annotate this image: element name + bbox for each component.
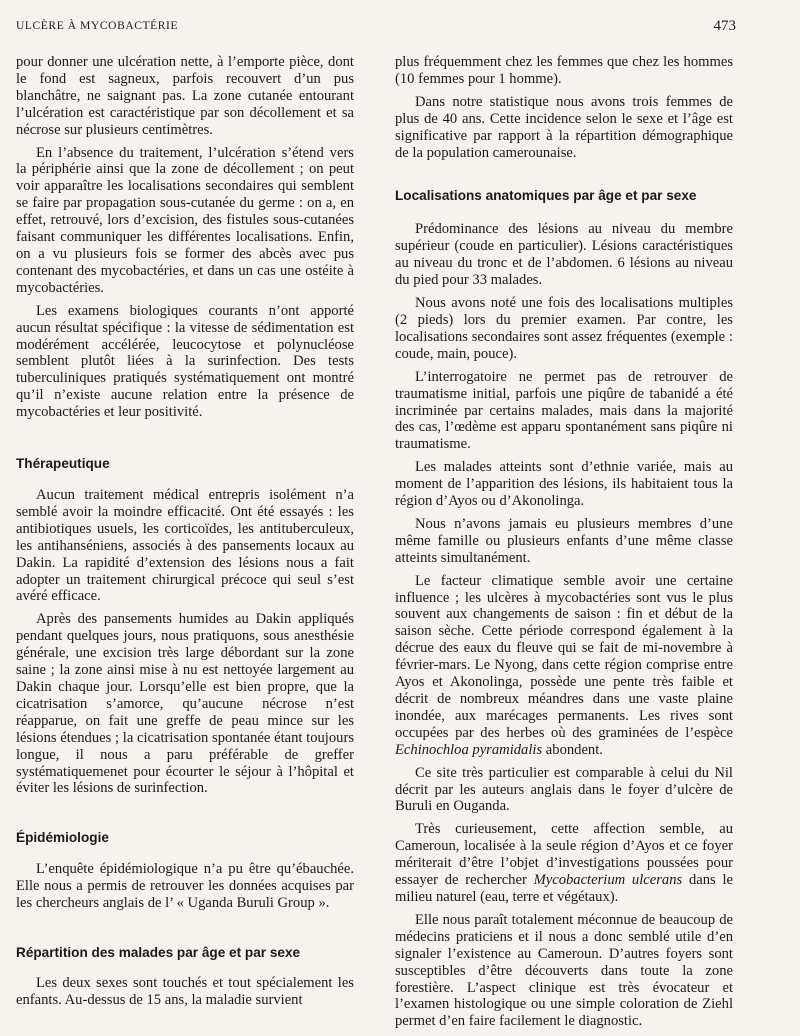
section-heading-repartition: Répartition des malades par âge et par sexe: [16, 945, 301, 961]
paragraph: Ce site très particulier est comparable à celui du Nil décrit par les auteurs anglais dans le foyer d’ulcère de Buruli en Ouganda.: [395, 764, 733, 815]
paragraph: Elle nous paraît totalement méconnue de beaucoup de médecins praticiens et il nous a donc semblé utile d’en signaler l’existence au Cameroun. D’autres foyers sont susceptibles d’être découverts dans toute la zone forestière. L’aspect clinique est très évocateur et l’examen histologique ou une simple coloration de Ziehl permet d’en faire facilement le diagnostic.: [395, 911, 733, 1030]
text-run: Le facteur climatique semble avoir une certaine influence ; les ulcères à mycobactéries sont vus le plus souvent aux changements de saison : fin et début de la saison sèche. Cette période correspond également à la décrue des eaux du fleuve qui se fait de mi-novembre à février-mars. Le Nyong, dans cette région comprise entre Ayos et Akonolinga, possède une pente très faible et décrit de nombreux méandres dans une vaste plaine inondée, aux marécages permanents. Les rives sont occupées par des herbes où des graminées de l’espèce: [395, 572, 733, 741]
paragraph: Aucun traitement médical entrepris isolément n’a semblé avoir la moindre efficacité. Ont été essayés : les antibiotiques usuels, les corticoïdes, les antituberculeux, les antihanséniens, associés à des pansements locaux au Dakin. La rapidité d’extension des lésions nous a fait adopter un traitement chirurgical précoce qui seul s’est avéré efficace.: [16, 487, 354, 605]
paragraph: Après des pansements humides au Dakin appliqués pendant quelques jours, nous pratiquons, sous anesthésie générale, une excision très large débordant sur la zone saine ; la zone ainsi mise à nu est nettoyée largement au Dakin chaque jour. Lorsqu’elle est bien propre, que la cicatrisation s’amorce, qu’aucune nécrose n’est réapparue, on fait une greffe de peau mince sur les lésions étendues ; la cicatrisation spontanée étant toujours longue, il nous a paru préférable de greffer systématiquemenet pour écourter le séjour à l’hôpital et éviter les lésions de surinfection.: [16, 611, 354, 797]
text-run: abondent.: [542, 741, 603, 758]
paragraph: Les examens biologiques courants n’ont apporté aucun résultat spécifique : la vitesse de sédimentation est modérément accélérée, leucocytose et polynucléose semblent plutôt liées à la surinfection. Des tests tuberculiniques pratiqués systématiquement ont montré qu’il n’existe aucune relation entre la présence de mycobactéries et leur positivité.: [16, 302, 354, 421]
section-heading-therapeutique: Thérapeutique: [16, 456, 110, 472]
section-heading-localisations: Localisations anatomiques par âge et par sexe: [395, 188, 697, 204]
page-number: 473: [713, 18, 736, 34]
paragraph: L’interrogatoire ne permet pas de retrouver de traumatisme initial, parfois une piqûre de tabanidé a été incriminée par certains malades, mais dans la majorité des cas, l’œdème est apparu spontanément sans piqûre ni traumatisme.: [395, 368, 733, 453]
paragraph: Les malades atteints sont d’ethnie variée, mais au moment de l’apparition des lésions, ils habitaient tous la région d’Ayos ou d’Akonolinga.: [395, 459, 733, 510]
text-run: Très curieusement, cette affection semble, au Cameroun, localisée à la seule région d’Ayos et ce foyer mériterait d’être l’objet d’investigations poussées pour essayer de rechercher: [395, 821, 733, 889]
section-heading-epidemiologie: Épidémiologie: [16, 830, 109, 846]
text-run: dans le milieu naturel (eau, terre et végétaux).: [395, 872, 733, 905]
species-name: Mycobacterium ulcerans: [533, 872, 683, 889]
paragraph: Dans notre statistique nous avons trois femmes de plus de 40 ans. Cette incidence selon le sexe et l’âge est significative par rapport à la répartition démographique de la population camerounaise.: [395, 93, 733, 161]
paragraph: Nous avons noté une fois des localisations multiples (2 pieds) lors du premier examen. Par contre, les localisations secondaires sont assez fréquentes (exemple : coude, main, pouce).: [395, 295, 733, 362]
paragraph: En l’absence du traitement, l’ulcération s’étend vers la périphérie ainsi que la zone de décollement ; on peut voir apparaître les localisations secondaires qui semblent se faire par propagation sous-cutanée du germe : on a, en effet, retrouvé, lors d’excision, des fistules sous-cutanées faisant communiquer les différentes localisations. Enfin, on a vu plusieurs fois se former des abcès avec pus contenant des mycobactéries, et dans un cas une ostéite à mycobactéries.: [16, 144, 354, 296]
paragraph: Prédominance des lésions au niveau du membre supérieur (coude en particulier). Lésions caractéristiques au niveau du tronc et de l’abdomen. 6 lésions au niveau du pied pour 33 malades.: [395, 221, 733, 289]
paragraph: plus fréquemment chez les femmes que chez les hommes (10 femmes pour 1 homme).: [395, 54, 733, 87]
paragraph: [395, 573, 733, 759]
paragraph: pour donner une ulcération nette, à l’emporte pièce, dont le fond est sagneux, parfois recouvert d’un pus blanchâtre, ne saignant pas. La zone cutanée entourant l’ulcération est caractéristique par son décollement et sa nécrose sur plusieurs centimètres.: [16, 54, 354, 138]
paragraph: [395, 821, 733, 906]
paragraph: Les deux sexes sont touchés et tout spécialement les enfants. Au-dessus de 15 ans, la maladie survient: [16, 975, 354, 1008]
running-head: ULCÈRE À MYCOBACTÉRIE: [16, 20, 179, 32]
species-name: Echinochloa pyramidalis: [395, 741, 543, 758]
paragraph: L’enquête épidémiologique n’a pu être qu’ébauchée. Elle nous a permis de retrouver les données acquises par les chercheurs anglais de l’ « Uganda Buruli Group ».: [16, 861, 354, 912]
paragraph: Nous n’avons jamais eu plusieurs membres d’une même famille ou plusieurs enfants d’une même classe atteints simultanément.: [395, 515, 733, 566]
left-column: [16, 54, 354, 1015]
right-column: [395, 54, 733, 1036]
